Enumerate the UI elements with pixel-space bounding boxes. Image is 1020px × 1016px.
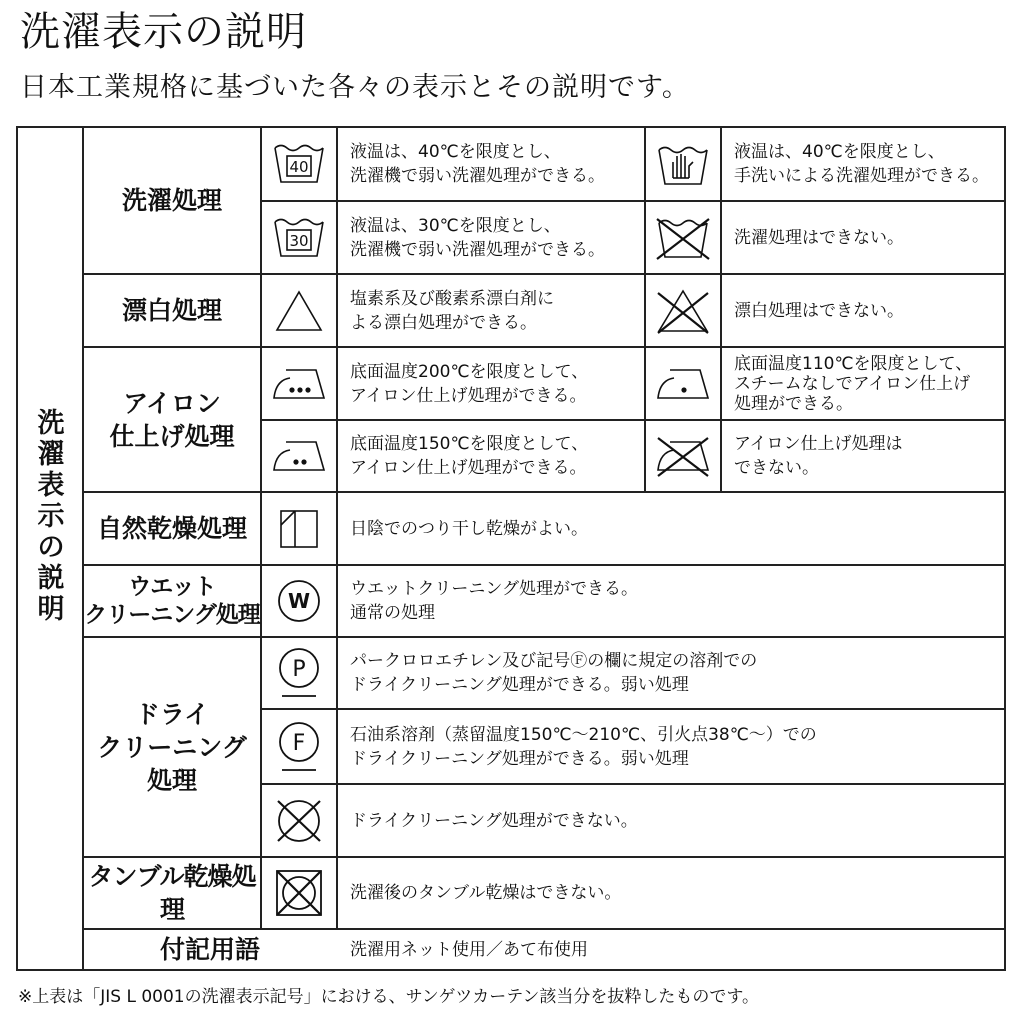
desc-wash30: 液温は、30℃を限度とし、 洗濯機で弱い洗濯処理ができる。 <box>350 215 605 260</box>
no-dry-clean-icon <box>262 785 336 856</box>
iron-low-icon <box>646 348 720 419</box>
desc-dry-f: 石油系溶剤（蒸留温度150℃〜210℃、引火点38℃〜）での ドライクリーニング処理ができる。弱い処理 <box>350 724 817 769</box>
wet-clean-letter: W <box>287 589 311 613</box>
wet-clean-icon <box>262 566 336 636</box>
side-label-char: の <box>37 532 65 563</box>
side-label-char: 説 <box>37 563 65 594</box>
dry-clean-f-icon <box>262 710 336 783</box>
shade-drip-dry-icon <box>262 493 336 564</box>
wash-tub-30-icon <box>262 202 336 273</box>
desc-dry-p: パークロロエチレン及び記号Ⓕの欄に規定の溶剤での ドライクリーニング処理ができる。弱い処理 <box>350 651 758 695</box>
desc-handwash: 液温は、40℃を限度とし、 手洗いによる洗濯処理ができる。 <box>734 142 989 186</box>
bleach-triangle-icon <box>262 275 336 346</box>
iron-high-icon <box>262 348 336 419</box>
desc-iron200: 底面温度200℃を限度として、 アイロン仕上げ処理ができる。 <box>350 361 589 406</box>
desc-no-wash: 洗濯処理はできない。 <box>734 227 904 248</box>
category-tumble-drying: タンブル乾燥処理 <box>88 862 256 924</box>
category-ironing: アイロン 仕上げ処理 <box>109 388 235 451</box>
side-label-char: 濯 <box>37 439 65 470</box>
dry-clean-f-letter: F <box>292 730 306 756</box>
wash-temp-40: 40 <box>289 158 309 176</box>
desc-bleach-ok: 塩素系及び酸素系漂白剤に よる漂白処理ができる。 <box>350 288 554 333</box>
no-iron-icon <box>646 421 720 491</box>
category-natural-drying: 自然乾燥処理 <box>96 514 247 543</box>
desc-iron150: 底面温度150℃を限度として、 アイロン仕上げ処理ができる。 <box>350 434 589 478</box>
iron-medium-icon <box>262 421 336 491</box>
category-wet-cleaning: ウエット クリーニング処理 <box>84 574 260 628</box>
side-label-char: 明 <box>37 594 65 625</box>
footnote: ※上表は「JIS L 0001の洗濯表示記号」における、サンゲツカーテン該当分を抜粋したものです。 <box>18 987 760 1007</box>
desc-notes: 洗濯用ネット使用／あて布使用 <box>350 939 588 960</box>
desc-wet: ウエットクリーニング処理ができる。 通常の処理 <box>350 579 638 623</box>
no-tumble-dry-icon <box>262 858 336 928</box>
no-wash-icon <box>646 202 720 273</box>
hand-wash-icon <box>646 128 720 200</box>
page-title: 洗濯表示の説明 <box>20 9 307 55</box>
no-bleach-icon <box>646 275 720 346</box>
wash-tub-40-icon <box>262 128 336 200</box>
category-washing: 洗濯処理 <box>121 186 222 215</box>
side-label-char: 示 <box>37 501 65 532</box>
side-label-char: 洗 <box>37 408 65 439</box>
desc-no-dry: ドライクリーニング処理ができない。 <box>350 810 638 831</box>
desc-wash40: 液温は、40℃を限度とし、 洗濯機で弱い洗濯処理ができる。 <box>350 142 605 186</box>
desc-shade-dry: 日陰でのつり干し乾燥がよい。 <box>350 518 588 539</box>
category-dry-cleaning: ドライ クリーニング 処理 <box>97 699 247 795</box>
desc-iron110: 底面温度110℃を限度として、 スチームなしでアイロン仕上げ 処理ができる。 <box>734 353 973 414</box>
dry-clean-p-letter: P <box>292 657 306 682</box>
desc-no-iron: アイロン仕上げ処理は できない。 <box>734 434 903 478</box>
category-notes: 付記用語 <box>159 935 260 964</box>
desc-no-bleach: 漂白処理はできない。 <box>734 300 904 321</box>
side-label-char: 表 <box>37 470 65 501</box>
dry-clean-p-icon <box>262 638 336 708</box>
page-subtitle: 日本工業規格に基づいた各々の表示とその説明です。 <box>20 72 690 103</box>
wash-temp-30: 30 <box>289 231 309 250</box>
category-bleaching: 漂白処理 <box>121 296 222 325</box>
care-label-table <box>16 126 1006 971</box>
side-label <box>20 408 82 625</box>
desc-no-tumble: 洗濯後のタンブル乾燥はできない。 <box>350 883 622 903</box>
